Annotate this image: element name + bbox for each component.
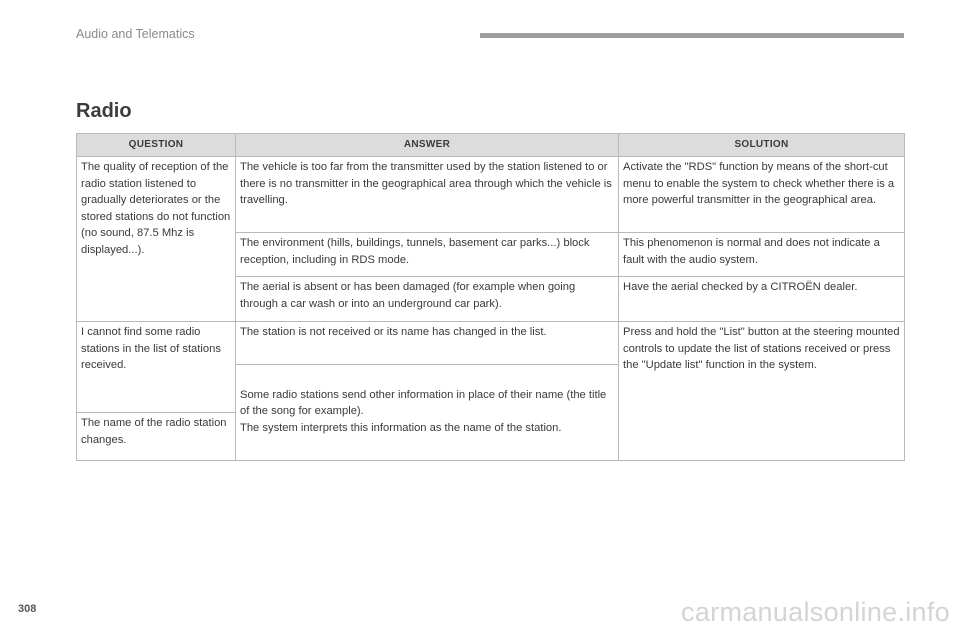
table-header-row xyxy=(77,134,905,157)
answer-cell xyxy=(236,365,619,461)
chapter-title: Audio and Telematics xyxy=(76,27,195,41)
table-row xyxy=(77,157,905,233)
faq-table xyxy=(76,133,905,461)
question-cell: I cannot find some radio stations in the list of stations received. xyxy=(77,322,236,413)
table-row xyxy=(77,322,905,365)
page-title: Radio xyxy=(76,100,132,122)
column-header-answer: ANSWER xyxy=(236,134,619,157)
question-cell: The quality of reception of the radio station listened to gradually deteriorates or the stored stations do not function (no sound, 87.5 Mhz is displayed...). xyxy=(77,157,236,322)
solution-cell: This phenomenon is normal and does not indicate a fault with the audio system. xyxy=(619,233,905,277)
solution-cell: Activate the "RDS" function by means of the short-cut menu to enable the system to check whether there is a more powerful transmitter in the geographical area. xyxy=(619,157,905,233)
question-cell: The name of the radio station changes. xyxy=(77,413,236,461)
page-number: 308 xyxy=(18,603,37,615)
solution-cell: Have the aerial checked by a CITROËN dealer. xyxy=(619,277,905,322)
column-header-solution: SOLUTION xyxy=(619,134,905,157)
answer-text-line: Some radio stations send other information in place of their name (the title of the song for example). xyxy=(240,388,607,418)
answer-cell: The aerial is absent or has been damaged (for example when going through a car wash or into an underground car park). xyxy=(236,277,619,322)
solution-cell: Press and hold the "List" button at the steering mounted controls to update the list of stations received or press the "Update list" function in the system. xyxy=(619,322,905,461)
watermark: carmanualsonline.info xyxy=(681,597,950,627)
header-divider xyxy=(480,33,904,38)
answer-cell: The station is not received or its name has changed in the list. xyxy=(236,322,619,365)
answer-cell: The vehicle is too far from the transmitter used by the station listened to or there is no transmitter in the geographical area through which the vehicle is travelling. xyxy=(236,157,619,233)
answer-cell: The environment (hills, buildings, tunnels, basement car parks...) block reception, including in RDS mode. xyxy=(236,233,619,277)
column-header-question: QUESTION xyxy=(77,134,236,157)
answer-text-line: The system interprets this information as the name of the station. xyxy=(240,421,562,434)
